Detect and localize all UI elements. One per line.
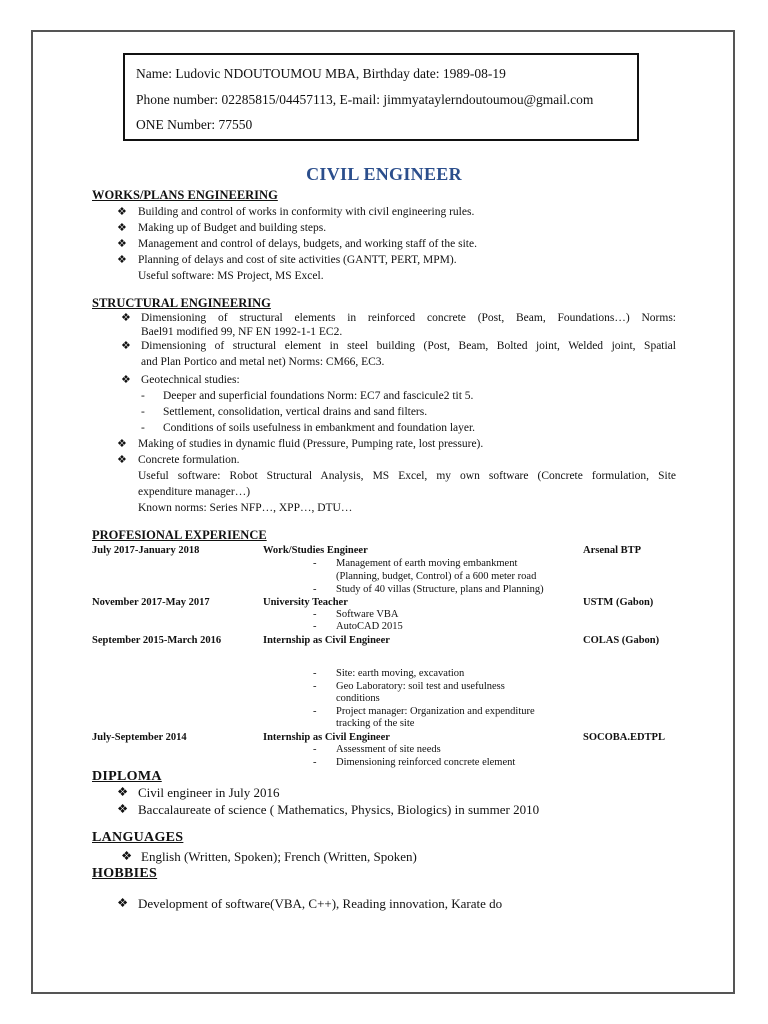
job-role: Work/Studies Engineer <box>263 545 368 556</box>
job-period: November 2017-May 2017 <box>92 597 210 608</box>
bullet-icon: ❖ <box>117 785 129 799</box>
works-item: Planning of delays and cost of site activities (GANTT, PERT, MPM). <box>138 254 457 266</box>
structural-item-1-line-1: Dimensioning of structural elements in reinforced concrete (Post, Beam, Foundations…) Norms: <box>141 312 676 324</box>
dash-icon: - <box>313 668 317 679</box>
page-title: CIVIL ENGINEER <box>306 164 462 184</box>
hobby-item: Development of software(VBA, C++), Reading innovation, Karate do <box>138 896 503 911</box>
structural-software-line-1: Useful software: Robot Structural Analysis, MS Excel, my own software (Concrete formulation, Site <box>138 470 676 482</box>
section-experience-heading: PROFESIONAL EXPERIENCE <box>92 528 267 542</box>
job-company: COLAS (Gabon) <box>583 635 660 646</box>
diploma-item: Civil engineer in July 2016 <box>138 785 280 800</box>
works-software: Useful software: MS Project, MS Excel. <box>138 270 324 282</box>
job-company: Arsenal BTP <box>583 545 642 556</box>
job-task: Project manager: Organization and expenditure <box>336 706 535 717</box>
dash-icon: - <box>313 558 317 569</box>
job-task: Dimensioning reinforced concrete element <box>336 757 516 768</box>
structural-item-5: Concrete formulation. <box>138 454 240 466</box>
contact-phone-email: Phone number: 02285815/04457113, E-mail: jimmyataylerndoutoumou@gmail.com <box>136 91 594 107</box>
job-task: Software VBA <box>336 609 399 620</box>
bullet-icon: ❖ <box>117 802 129 816</box>
section-structural-heading: STRUCTURAL ENGINEERING <box>92 296 271 310</box>
bullet-icon: ❖ <box>121 849 133 863</box>
bullet-icon: ❖ <box>121 374 131 386</box>
job-company: SOCOBA.EDTPL <box>583 732 665 743</box>
structural-item-4: Making of studies in dynamic fluid (Pressure, Pumping rate, lost pressure). <box>138 438 484 450</box>
job-company: USTM (Gabon) <box>583 597 654 608</box>
dash-icon: - <box>141 422 145 434</box>
section-hobbies-heading: HOBBIES <box>92 866 158 881</box>
dash-icon: - <box>313 584 317 595</box>
structural-sub-item: Settlement, consolidation, vertical drains and sand filters. <box>163 406 428 418</box>
job-period: July 2017-January 2018 <box>92 545 200 556</box>
works-item: Building and control of works in conformity with civil engineering rules. <box>138 206 475 218</box>
job-task: Management of earth moving embankment <box>336 558 518 569</box>
works-item: Management and control of delays, budgets, and working staff of the site. <box>138 238 477 250</box>
contact-box <box>123 53 639 141</box>
bullet-icon: ❖ <box>117 896 129 910</box>
structural-sub-item: Deeper and superficial foundations Norm: EC7 and fascicule2 tit 5. <box>163 390 474 402</box>
job-task: conditions <box>336 693 380 704</box>
bullet-icon: ❖ <box>117 222 127 234</box>
dash-icon: - <box>313 744 317 755</box>
dash-icon: - <box>313 621 317 632</box>
job-task: AutoCAD 2015 <box>336 621 403 632</box>
dash-icon: - <box>313 706 317 717</box>
structural-sub-item: Conditions of soils usefulness in embankment and foundation layer. <box>163 422 476 434</box>
structural-software-line-2: expenditure manager…) <box>138 486 251 498</box>
job-task: Assessment of site needs <box>336 744 441 755</box>
contact-one-number: ONE Number: 77550 <box>136 117 253 132</box>
job-task: Geo Laboratory: soil test and usefulness <box>336 681 505 692</box>
section-diploma-heading: DIPLOMA <box>92 769 162 784</box>
works-item: Making up of Budget and building steps. <box>138 222 327 234</box>
structural-item-1-line-2: Bael91 modified 99, NF EN 1992-1-1 EC2. <box>141 326 343 338</box>
job-period: September 2015-March 2016 <box>92 635 222 646</box>
dash-icon: - <box>313 757 317 768</box>
job-role: Internship as Civil Engineer <box>263 732 390 743</box>
job-task: (Planning, budget, Control) of a 600 meter road <box>336 571 537 582</box>
structural-norms: Known norms: Series NFP…, XPP…, DTU… <box>138 502 353 514</box>
dash-icon: - <box>313 609 317 620</box>
job-role: Internship as Civil Engineer <box>263 635 390 646</box>
job-task: tracking of the site <box>336 718 415 729</box>
structural-item-2-line-1: Dimensioning of structural element in steel building (Post, Beam, Bolted joint, Welded joint, Spatial <box>141 340 676 352</box>
bullet-icon: ❖ <box>117 438 127 450</box>
bullet-icon: ❖ <box>117 238 127 250</box>
structural-item-3: Geotechnical studies: <box>141 374 240 386</box>
job-role: University Teacher <box>263 597 348 608</box>
diploma-item: Baccalaureate of science ( Mathematics, Physics, Biologics) in summer 2010 <box>138 802 540 817</box>
section-languages-heading: LANGUAGES <box>92 830 184 845</box>
bullet-icon: ❖ <box>117 206 127 218</box>
bullet-icon: ❖ <box>117 254 127 266</box>
dash-icon: - <box>141 390 145 402</box>
bullet-icon: ❖ <box>121 312 131 324</box>
job-period: July-September 2014 <box>92 732 187 743</box>
dash-icon: - <box>141 406 145 418</box>
language-item: English (Written, Spoken); French (Written, Spoken) <box>141 849 417 864</box>
structural-item-2-line-2: and Plan Portico and metal net) Norms: CM66, EC3. <box>141 356 385 368</box>
job-task: Site: earth moving, excavation <box>336 668 465 679</box>
job-task: Study of 40 villas (Structure, plans and Planning) <box>336 584 544 595</box>
dash-icon: - <box>313 681 317 692</box>
bullet-icon: ❖ <box>121 340 131 352</box>
bullet-icon: ❖ <box>117 454 127 466</box>
contact-name: Name: Ludovic NDOUTOUMOU MBA, Birthday date: 1989-08-19 <box>136 66 506 81</box>
section-works-heading: WORKS/PLANS ENGINEERING <box>92 188 278 202</box>
